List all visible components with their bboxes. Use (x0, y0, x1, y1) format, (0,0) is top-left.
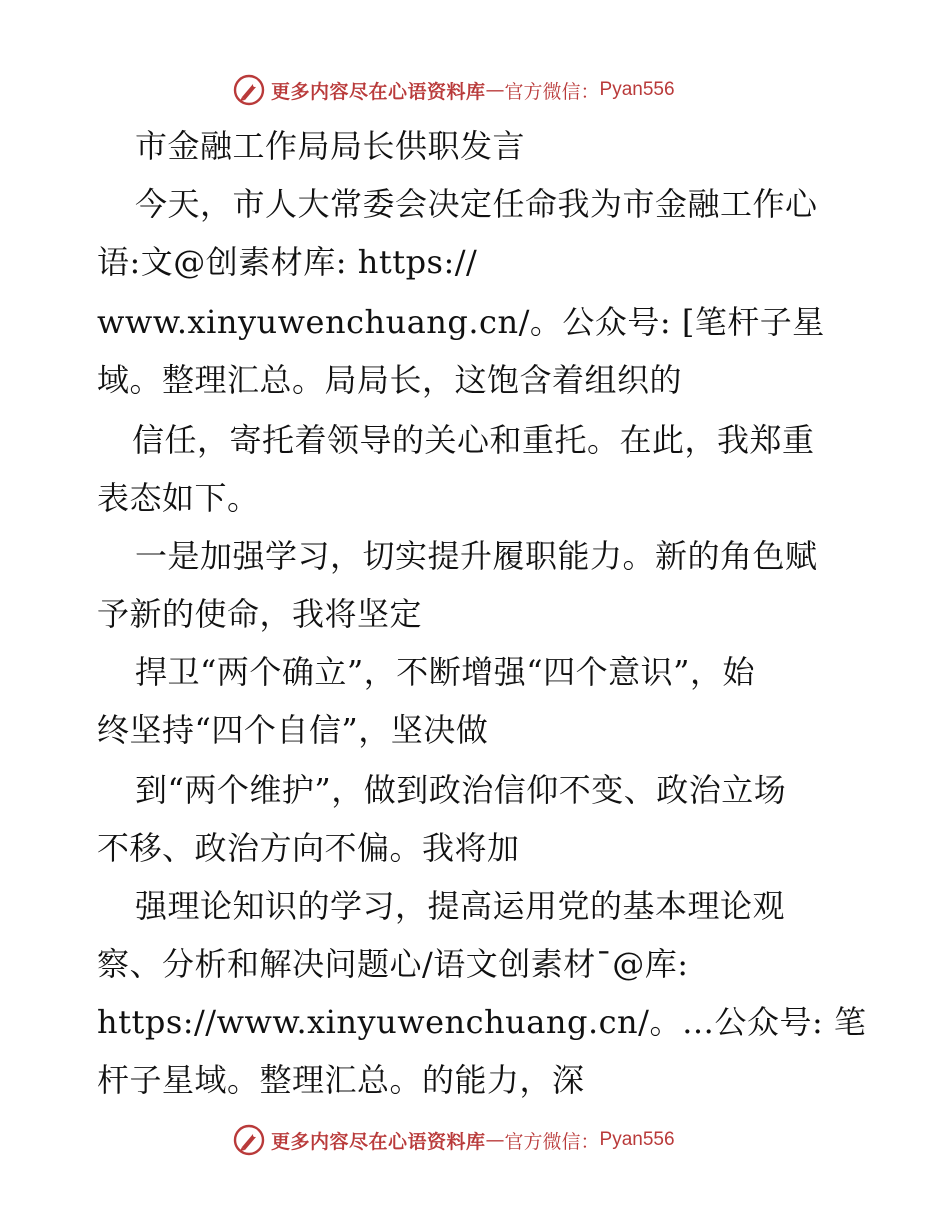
text-line: 终坚持“四个自信”，坚决做 (97, 711, 489, 749)
text-line: 表态如下。 (97, 479, 260, 517)
text-line: 强理论知识的学习，提高运用党的基本理论观 (135, 887, 786, 925)
banner-wechat-id: Pyan556 (599, 1129, 675, 1150)
banner-title: 更多内容尽在心语资料库 (271, 80, 486, 103)
text-line: 到“两个维护”，做到政治信仰不变、政治立场 (135, 771, 787, 809)
text-line: 域。整理汇总。局局长，这饱含着组织的 (97, 361, 683, 399)
banner-wechat-id: Pyan556 (599, 79, 675, 100)
text-line: 信任，寄托着领导的关心和重托。在此，我郑重 (132, 421, 815, 459)
text-line: www.xinyuwenchuang.cn/。公众号: [笔杆子星 (97, 303, 825, 341)
banner-dash: — (485, 1129, 505, 1151)
pen-logo-icon (233, 74, 265, 106)
footer-banner (233, 1122, 675, 1158)
text-line: 不移、政治方向不偏。我将加 (97, 829, 520, 867)
banner-dash: — (485, 79, 505, 101)
banner-title: 更多内容尽在心语资料库 (271, 1130, 486, 1153)
text-line: 语:文@创素材库: https:// (97, 243, 478, 281)
text-line: 杆子星域。整理汇总。的能力，深 (97, 1061, 585, 1099)
text-line: 予新的使命，我将坚定 (97, 595, 423, 633)
banner-wechat-label: 官方微信： (504, 1130, 600, 1153)
text-line: 今天，市人大常委会决定任命我为市金融工作心 (135, 185, 818, 223)
text-line: https://www.xinyuwenchuang.cn/。…公众号: 笔 (97, 1003, 867, 1041)
text-line: 捍卫“两个确立”，不断增强“四个意识”，始 (135, 653, 755, 691)
pen-logo-icon (233, 1124, 265, 1156)
header-banner (233, 72, 675, 108)
text-line: 察、分析和解决问题心/语文创素材¯@库: (97, 945, 689, 983)
banner-wechat-label: 官方微信： (504, 80, 600, 103)
document-title: 市金融工作局局长供职发言 (135, 127, 526, 165)
text-line: 一是加强学习，切实提升履职能力。新的角色赋 (135, 537, 818, 575)
